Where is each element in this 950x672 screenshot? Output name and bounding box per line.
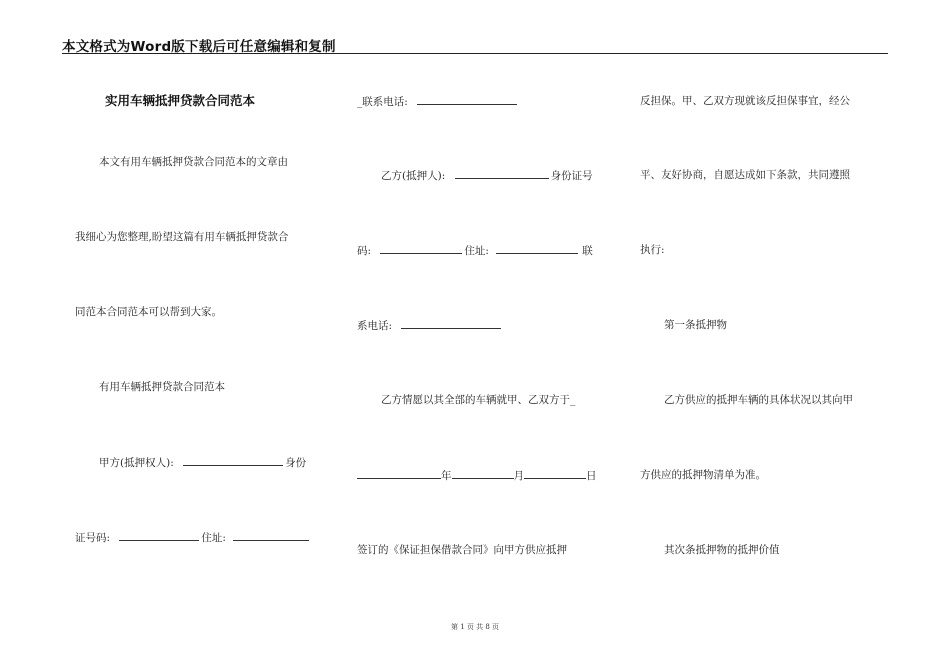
counter-guarantee-line-2: 平、友好协商，自愿达成如下条款，共同遵照 bbox=[640, 169, 850, 181]
page-footer bbox=[0, 622, 950, 632]
party-a-phone-label: _联系电话: bbox=[357, 96, 408, 108]
party-a-phone-blank bbox=[417, 94, 517, 105]
month-blank bbox=[452, 468, 514, 479]
party-b-id-label-2: 码: bbox=[357, 245, 372, 257]
party-b-id-label: 身份证号 bbox=[550, 170, 593, 182]
contract-subtitle: 有用车辆抵押贷款合同范本 bbox=[99, 381, 225, 393]
party-b-line bbox=[381, 168, 593, 183]
party-a-line bbox=[99, 455, 306, 470]
party-b-address-label: 住址: bbox=[464, 245, 489, 257]
party-b-contact-label: 联 bbox=[582, 245, 593, 257]
day-blank bbox=[524, 468, 586, 479]
party-a-id-line bbox=[75, 530, 309, 545]
party-b-name-blank bbox=[455, 168, 549, 179]
party-a-address-label: 住址: bbox=[201, 532, 226, 544]
intro-line-2: 我细心为您整理,盼望这篇有用车辆抵押贷款合 bbox=[75, 231, 289, 243]
page-number: 第 1 页 共 8 页 bbox=[450, 623, 500, 631]
party-b-label: 乙方(抵押人): bbox=[381, 170, 446, 182]
article-1-text-1: 乙方供应的抵押车辆的具体状况以其向甲 bbox=[664, 394, 853, 406]
party-b-phone-label: 系电话: bbox=[357, 320, 393, 332]
year-label: 年 bbox=[441, 470, 452, 482]
column-2 bbox=[357, 0, 607, 672]
header-text: 本文格式为Word版下载后可任意编辑和复制 bbox=[62, 39, 336, 55]
counter-guarantee-line-3: 执行: bbox=[640, 244, 665, 256]
party-b-id-line bbox=[357, 243, 593, 258]
date-line bbox=[357, 468, 597, 483]
party-b-address-blank bbox=[496, 243, 578, 254]
party-a-label: 甲方(抵押权人): bbox=[99, 457, 174, 469]
article-2-heading: 其次条抵押物的抵押价值 bbox=[664, 544, 780, 556]
statement-line: 乙方情愿以其全部的车辆就甲、乙双方于_ bbox=[381, 394, 576, 406]
column-1 bbox=[75, 0, 325, 672]
article-1-text-2: 方供应的抵押物清单为准。 bbox=[640, 469, 766, 481]
intro-line-1: 本文有用车辆抵押贷款合同范本的文章由 bbox=[99, 156, 288, 168]
party-a-name-blank bbox=[183, 455, 283, 466]
counter-guarantee-line-1: 反担保。甲、乙双方现就该反担保事宜，经公 bbox=[640, 95, 850, 107]
party-a-phone-line bbox=[357, 94, 517, 109]
contract-reference-line: 签订的《保证担保借款合同》向甲方供应抵押 bbox=[357, 544, 567, 556]
document-title: 实用车辆抵押贷款合同范本 bbox=[105, 93, 256, 108]
party-a-address-blank bbox=[233, 530, 309, 541]
party-b-id-blank bbox=[380, 243, 462, 254]
party-b-phone-blank bbox=[401, 318, 501, 329]
party-a-id-label: 身份 bbox=[285, 457, 307, 469]
party-a-id-label-2: 证号码: bbox=[75, 532, 111, 544]
month-label: 月 bbox=[513, 470, 524, 482]
column-3 bbox=[640, 0, 885, 672]
intro-line-3: 同范本合同范本可以帮到大家。 bbox=[75, 306, 222, 318]
party-a-id-blank bbox=[119, 530, 199, 541]
day-label: 日 bbox=[586, 470, 597, 482]
party-b-phone-line bbox=[357, 318, 501, 333]
year-blank bbox=[357, 468, 441, 479]
article-1-heading: 第一条抵押物 bbox=[664, 319, 727, 331]
